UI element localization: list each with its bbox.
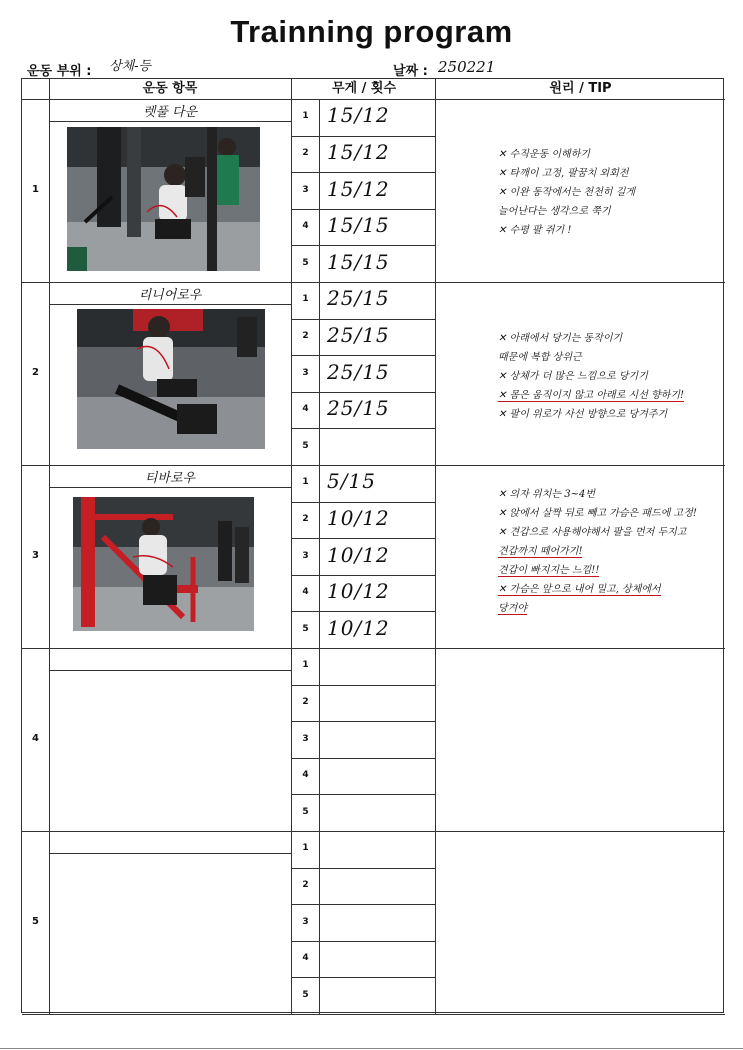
set-weight-reps: 5/15 <box>327 469 376 494</box>
set-divider <box>291 868 435 869</box>
set-number: 4 <box>302 587 309 598</box>
set-number: 5 <box>302 989 309 1000</box>
set-number: 5 <box>302 257 309 268</box>
tip-line <box>498 367 684 386</box>
page-bottom-rule <box>0 1048 743 1049</box>
tip-notes <box>498 329 684 424</box>
date-label: 날짜 : <box>393 64 428 79</box>
set-number: 4 <box>302 953 309 964</box>
row-number: 5 <box>32 915 39 927</box>
divider <box>291 79 292 1014</box>
column-header-exercise: 운동 항목 <box>142 81 198 96</box>
set-divider <box>291 319 435 320</box>
column-header-weight-reps: 무게 / 횟수 <box>331 81 397 96</box>
set-divider <box>291 685 435 686</box>
set-divider <box>291 136 435 137</box>
set-weight-reps: 15/12 <box>327 139 390 164</box>
set-number: 3 <box>302 916 309 927</box>
tip-notes <box>498 145 635 240</box>
row-divider <box>22 1014 725 1015</box>
set-number: 1 <box>302 111 309 122</box>
set-divider <box>291 392 435 393</box>
set-divider <box>291 172 435 173</box>
part-value: 상체-등 <box>109 59 152 74</box>
set-number: 5 <box>302 806 309 817</box>
row-divider <box>22 648 725 649</box>
tip-line <box>498 145 635 164</box>
exercise-photo <box>67 127 260 271</box>
row-divider <box>22 831 725 832</box>
set-divider <box>291 794 435 795</box>
divider <box>49 79 50 1014</box>
divider <box>435 79 436 1014</box>
exercise-photo <box>77 309 265 449</box>
set-number: 1 <box>302 660 309 671</box>
tip-text: ✕ 앉에서 살짝 뒤로 빼고 가슴은 패드에 고정! <box>498 508 697 519</box>
name-divider <box>49 487 291 488</box>
set-number: 1 <box>302 843 309 854</box>
tip-text: ✕ 가슴은 앞으로 내어 밀고, 상체에서 <box>498 584 661 595</box>
exercise-name: 티바로우 <box>144 471 196 486</box>
set-divider <box>291 502 435 503</box>
set-number: 4 <box>302 221 309 232</box>
name-divider <box>49 670 291 671</box>
set-divider <box>291 758 435 759</box>
tip-text: 당겨야 <box>498 603 527 614</box>
set-weight-reps: 15/12 <box>327 103 390 128</box>
tip-line <box>498 599 697 618</box>
row-divider <box>22 282 725 283</box>
set-number: 5 <box>302 440 309 451</box>
set-number: 2 <box>302 330 309 341</box>
set-number: 4 <box>302 404 309 415</box>
tip-line <box>498 183 635 202</box>
set-number: 4 <box>302 770 309 781</box>
set-divider <box>291 977 435 978</box>
tip-text: 견갑이 빠지지는 느낌!! <box>498 565 600 576</box>
set-number: 3 <box>302 733 309 744</box>
tip-line <box>498 485 697 504</box>
date-value: 250221 <box>438 58 496 76</box>
part-label: 운동 부위 : <box>27 64 92 79</box>
tip-text: ✕ 팔이 위로가 사선 방향으로 당겨주기 <box>498 409 668 420</box>
tip-text: ✕ 상체가 더 많은 느낌으로 당기기 <box>498 371 648 382</box>
tip-line <box>498 561 697 580</box>
exercise-name: 렛풀 다운 <box>142 105 198 120</box>
set-weight-reps: 25/15 <box>327 359 390 384</box>
tip-text: ✕ 이완 동작에서는 천천히 길게 <box>498 187 636 198</box>
tip-text: 견갑까지 떼어가기! <box>498 546 583 557</box>
exercise-name: 리니어로우 <box>138 288 202 303</box>
tip-line <box>498 348 684 367</box>
t-bar-row-photo <box>73 497 254 631</box>
tip-notes <box>498 485 697 618</box>
set-divider <box>291 575 435 576</box>
set-divider <box>291 721 435 722</box>
divider <box>319 99 320 1014</box>
set-number: 2 <box>302 696 309 707</box>
tip-text: 늘어난다는 생각으로 쭉기 <box>498 206 611 217</box>
set-divider <box>291 209 435 210</box>
set-weight-reps: 10/12 <box>327 505 390 530</box>
set-number: 3 <box>302 367 309 378</box>
tip-line <box>498 164 635 183</box>
tip-text: 때문에 복합 상위근 <box>498 352 582 363</box>
linear-row-photo <box>77 309 265 449</box>
tip-line <box>498 221 635 240</box>
tip-line <box>498 504 697 523</box>
page-title: Trainning program <box>230 14 513 49</box>
set-divider <box>291 611 435 612</box>
set-divider <box>291 941 435 942</box>
tip-line <box>498 202 635 221</box>
exercise-photo <box>73 497 254 631</box>
set-weight-reps: 10/12 <box>327 579 390 604</box>
tip-text: ✕ 의자 위치는 3~4번 <box>498 489 595 500</box>
row-number: 2 <box>32 366 39 378</box>
row-number: 3 <box>32 549 39 561</box>
set-divider <box>291 904 435 905</box>
tip-line <box>498 329 684 348</box>
name-divider <box>49 121 291 122</box>
tip-text: ✕ 타깨이 고정, 팔꿈치 외회전 <box>498 168 629 179</box>
tip-text: ✕ 몸은 움직이지 않고 아래로 시선 향하기! <box>498 390 685 401</box>
set-number: 1 <box>302 294 309 305</box>
tip-text: ✕ 아래에서 당기는 동작이기 <box>498 333 623 344</box>
set-weight-reps: 15/15 <box>327 249 390 274</box>
set-divider <box>291 355 435 356</box>
set-weight-reps: 15/12 <box>327 176 390 201</box>
name-divider <box>49 304 291 305</box>
set-number: 5 <box>302 623 309 634</box>
set-number: 2 <box>302 879 309 890</box>
tip-line <box>498 523 697 542</box>
tip-line <box>498 542 697 561</box>
set-number: 3 <box>302 184 309 195</box>
training-table <box>21 78 724 1013</box>
name-divider <box>49 853 291 854</box>
set-weight-reps: 25/15 <box>327 396 390 421</box>
tip-text: ✕ 수평 팔 쥐기 ! <box>498 225 572 236</box>
tip-text: ✕ 견갑으로 사용해야해서 팔을 먼저 두지고 <box>498 527 687 538</box>
set-number: 2 <box>302 513 309 524</box>
set-weight-reps: 25/15 <box>327 286 390 311</box>
tip-line <box>498 386 684 405</box>
set-weight-reps: 10/12 <box>327 542 390 567</box>
row-divider <box>22 465 725 466</box>
set-number: 1 <box>302 477 309 488</box>
set-weight-reps: 25/15 <box>327 322 390 347</box>
tip-line <box>498 405 684 424</box>
set-divider <box>291 245 435 246</box>
set-weight-reps: 15/15 <box>327 213 390 238</box>
set-weight-reps: 10/12 <box>327 615 390 640</box>
set-number: 3 <box>302 550 309 561</box>
column-header-tip: 원리 / TIP <box>549 81 612 96</box>
set-divider <box>291 538 435 539</box>
set-divider <box>291 428 435 429</box>
tip-text: ✕ 수직운동 이해하기 <box>498 149 591 160</box>
header-divider <box>22 99 725 100</box>
row-number: 4 <box>32 732 39 744</box>
tip-line <box>498 580 697 599</box>
set-number: 2 <box>302 147 309 158</box>
lat-pulldown-photo <box>67 127 260 271</box>
row-number: 1 <box>32 183 39 195</box>
